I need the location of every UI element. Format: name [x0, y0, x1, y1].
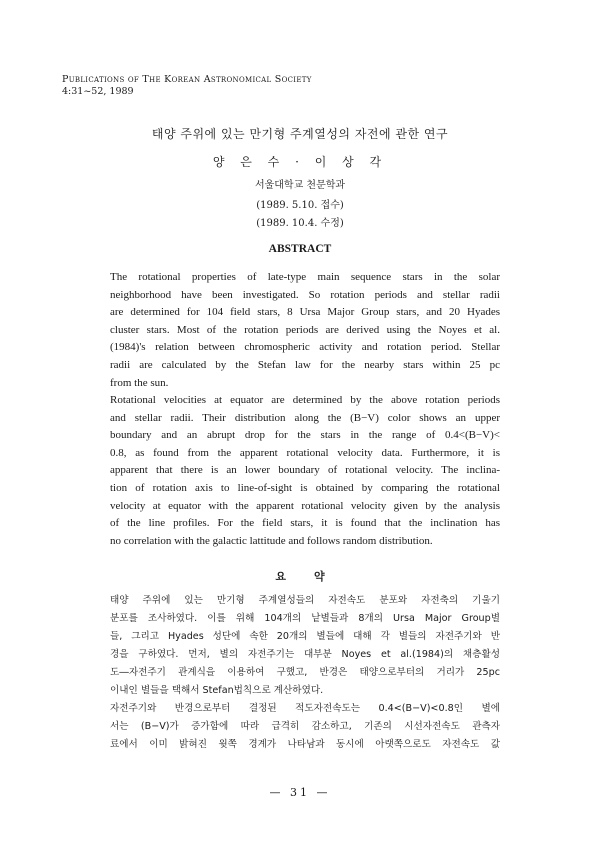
text-line: velocity at equator with the apparent rotational velocity given by the analysis [110, 499, 500, 512]
journal-citation: 4:31~52, 1989 [62, 86, 134, 97]
abstract-heading: ABSTRACT [268, 243, 332, 255]
korean-paragraph-1 [110, 592, 500, 700]
abstract-paragraph-2 [110, 392, 500, 550]
text-line: boundary and an abrupt drop for the stars in the range of 0.4<(B−V)< [110, 429, 500, 442]
abstract-paragraph-1 [110, 269, 500, 392]
text-line: no correlation with the galactic lattitude and follows random distribution. [110, 534, 433, 547]
korean-abstract-heading: 요약 [275, 570, 353, 583]
text-line: Rotational velocities at equator are determined by the above rotation periods [110, 394, 500, 406]
text-line: cluster stars. Most of the rotation periods are derived using the Noyes et al. [110, 323, 500, 336]
text-line: are determined for 104 field stars, 8 Ursa Major Group stars, and 20 Hyades [110, 306, 500, 319]
text-line: 서는 (B−V)가 증가함에 따라 급격히 감소하고, 기존의 시선자전속도 관측자 [110, 721, 500, 732]
journal-name: Publications of The Korean Astronomical Society [62, 74, 312, 85]
text-line: 료에서 이미 밝혀진 윗쪽 경계가 나타남과 동시에 아랫쪽으로도 자전속도 값 [110, 739, 500, 750]
text-line: and stellar radii. Their distribution along the (B−V) color shows an upper [110, 411, 500, 424]
affiliation: 서울대학교 천문학과 [254, 180, 346, 191]
text-line: 자전주기와 반경으로부터 결정된 적도자전속도는 0.4<(B−V)<0.8인 별에 [110, 703, 500, 714]
revised-date: (1989. 10.4. 수정) [256, 218, 344, 229]
text-line: 0.8, as found from the apparent rotational velocity data. Furthermore, it is [110, 446, 500, 459]
journal-header [62, 74, 312, 98]
received-date: (1989. 5.10. 접수) [256, 200, 344, 211]
text-line: The rotational properties of late-type main sequence stars in the solar [110, 271, 500, 283]
text-line: from the sun. [110, 376, 169, 389]
text-line: 분포를 조사하였다. 이를 위해 104개의 낱별들과 8개의 Ursa Major Group별 [110, 613, 500, 624]
korean-paragraph-2 [110, 700, 500, 754]
text-line: apparent that there is an lower boundary of rotational velocity. The inclina- [110, 464, 500, 477]
text-line: neighborhood have been investigated. So rotation periods and stellar radii [110, 288, 500, 301]
text-line: (1984)'s relation between chromospheric activity and rotation period. Stellar [110, 341, 500, 354]
page-number: — 31 — [269, 786, 331, 799]
paper-title: 태양 주위에 있는 만기형 주계열성의 자전에 관한 연구 [151, 127, 449, 141]
text-line: 이내인 별들을 택해서 Stefan법칙으로 계산하였다. [110, 685, 324, 696]
text-line: 태양 주위에 있는 만기형 주계열성들의 자전속도 분포와 자전축의 기울기 [110, 595, 500, 606]
paper-authors: 양 은 수 · 이 상 각 [212, 155, 388, 169]
text-line: tion of rotation axis to line-of-sight is obtained by comparing the rotational [110, 481, 500, 494]
text-line: 도―자전주기 관계식을 이용하여 구했고, 반경은 태양으로부터의 거리가 25pc [110, 667, 500, 678]
text-line: radii are calculated by the Stefan law for the nearby stars within 25 pc [110, 358, 500, 371]
text-line: 들, 그리고 Hyades 성단에 속한 20개의 별들에 대해 각 별들의 자전주기와 반 [110, 631, 500, 642]
text-line: 경을 구하였다. 먼저, 별의 자전주기는 대부분 Noyes et al.(1984)의 채층활성 [110, 649, 500, 660]
text-line: of the line profiles. For the field stars, it is found that the inclination has [110, 517, 500, 530]
